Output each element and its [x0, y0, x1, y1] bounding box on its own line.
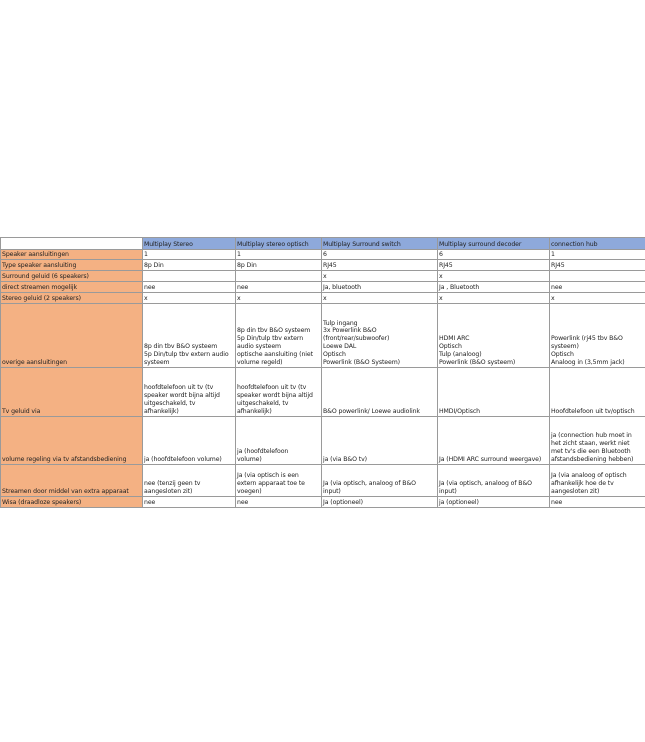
table-row: [1, 260, 645, 271]
table-cell[interactable]: Ja , Bluetooth: [438, 282, 550, 293]
table-cell[interactable]: Tulp ingang 3x Powerlink B&O (front/rear/subwoofer) Loewe DAL Optisch Powerlink (B&O Systeem): [322, 304, 438, 368]
table-cell[interactable]: ja (hoofdtelefoon volume): [236, 417, 322, 465]
table-cell[interactable]: ja (via B&O tv): [322, 417, 438, 465]
row-header[interactable]: overige aansluitingen: [1, 304, 143, 368]
row-header[interactable]: Tv geluid via: [1, 368, 143, 417]
table-cell[interactable]: 8p din tbv B&O systeem 5p Din/tulp tbv extern audio systeem optische aansluiting (niet volume regeld): [236, 304, 322, 368]
table-cell[interactable]: x: [438, 271, 550, 282]
row-header[interactable]: Streamen door middel van extra apparaat: [1, 465, 143, 497]
table-cell[interactable]: [143, 271, 236, 282]
table-row: [1, 304, 645, 368]
table-cell[interactable]: hoofdtelefoon uit tv (tv speaker wordt bijna altijd uitgeschakeld, tv afhankelijk): [143, 368, 236, 417]
table-cell[interactable]: ja (hoofdtelefoon volume): [143, 417, 236, 465]
table-cell[interactable]: 1: [550, 250, 645, 260]
table-cell[interactable]: [550, 271, 645, 282]
table-cell[interactable]: B&O powerlink/ Loewe audiolink: [322, 368, 438, 417]
header-row: [1, 238, 645, 250]
table-cell[interactable]: 8p Din: [143, 260, 236, 271]
table-cell[interactable]: Hoofdtelefoon uit tv/optisch: [550, 368, 645, 417]
table-cell[interactable]: x: [236, 293, 322, 304]
table-cell[interactable]: RJ45: [550, 260, 645, 271]
row-header[interactable]: direct streamen mogelijk: [1, 282, 143, 293]
table-cell[interactable]: Ja (via optisch, analoog of B&O input): [322, 465, 438, 497]
table-row: [1, 271, 645, 282]
table-cell[interactable]: 6: [438, 250, 550, 260]
table-cell[interactable]: ja (optioneel): [438, 497, 550, 508]
table-cell[interactable]: 8p din tbv B&O systeem 5p Din/tulp tbv extern audio systeem: [143, 304, 236, 368]
table-row: [1, 368, 645, 417]
table-row: [1, 250, 645, 260]
table-cell[interactable]: Ja (via optisch is een extern apparaat toe te voegen): [236, 465, 322, 497]
table-row: [1, 293, 645, 304]
table-cell[interactable]: nee (tenzij geen tv aangesloten zit): [143, 465, 236, 497]
table-cell[interactable]: hoofdtelefoon uit tv (tv speaker wordt bijna altijd uitgeschakeld, tv afhankelijk): [236, 368, 322, 417]
table-cell[interactable]: Ja (HDMI ARC surround weergave): [438, 417, 550, 465]
table-cell[interactable]: 8p Din: [236, 260, 322, 271]
row-header[interactable]: Wisa (draadloze speakers): [1, 497, 143, 508]
row-header[interactable]: Stereo geluid (2 speakers): [1, 293, 143, 304]
table-cell[interactable]: Ja (optioneel): [322, 497, 438, 508]
column-header[interactable]: Multiplay surround decoder: [438, 238, 550, 250]
table-cell[interactable]: nee: [236, 497, 322, 508]
table-cell[interactable]: Ja (via analoog of optisch afhankelijk hoe de tv aangesloten zit): [550, 465, 645, 497]
row-header[interactable]: volume regeling via tv afstandsbediening: [1, 417, 143, 465]
table-cell[interactable]: x: [550, 293, 645, 304]
table-cell[interactable]: x: [438, 293, 550, 304]
table-row: [1, 282, 645, 293]
table-cell[interactable]: 6: [322, 250, 438, 260]
table-cell[interactable]: [236, 271, 322, 282]
table-cell[interactable]: 1: [143, 250, 236, 260]
table-cell[interactable]: 1: [236, 250, 322, 260]
table-cell[interactable]: x: [322, 293, 438, 304]
column-header[interactable]: Multiplay stereo optisch: [236, 238, 322, 250]
column-header[interactable]: Multiplay Stereo: [143, 238, 236, 250]
table-cell[interactable]: Ja (via optisch, analoog of B&O input): [438, 465, 550, 497]
table-row: [1, 417, 645, 465]
comparison-table: [0, 237, 645, 508]
column-header[interactable]: Multiplay Surround switch: [322, 238, 438, 250]
table-cell[interactable]: nee: [236, 282, 322, 293]
row-header[interactable]: Type speaker aansluiting: [1, 260, 143, 271]
table-cell[interactable]: HDMI ARC Optisch Tulp (analoog) Powerlink (B&O systeem): [438, 304, 550, 368]
row-header[interactable]: Speaker aansluitingen: [1, 250, 143, 260]
table-cell[interactable]: RJ45: [438, 260, 550, 271]
table-cell[interactable]: x: [143, 293, 236, 304]
spreadsheet-view: [0, 237, 645, 508]
table-cell[interactable]: nee: [143, 497, 236, 508]
table-cell[interactable]: Ja, bluetooth: [322, 282, 438, 293]
table-cell[interactable]: RJ45: [322, 260, 438, 271]
row-header[interactable]: Surround geluid (6 speakers): [1, 271, 143, 282]
table-row: [1, 497, 645, 508]
table-cell[interactable]: HMDI/Optisch: [438, 368, 550, 417]
table-cell[interactable]: Powerlink (rj45 tbv B&O systeem) Optisch Analoog in (3,5mm jack): [550, 304, 645, 368]
table-cell[interactable]: x: [322, 271, 438, 282]
table-cell[interactable]: nee: [550, 282, 645, 293]
table-cell[interactable]: nee: [143, 282, 236, 293]
table-cell[interactable]: ja (connection hub moet in het zicht staan, werkt niet met tv's die een Bluetooth afstandsbediening hebben): [550, 417, 645, 465]
table-row: [1, 465, 645, 497]
table-cell[interactable]: nee: [550, 497, 645, 508]
corner-cell[interactable]: [1, 238, 143, 250]
column-header[interactable]: connection hub: [550, 238, 645, 250]
